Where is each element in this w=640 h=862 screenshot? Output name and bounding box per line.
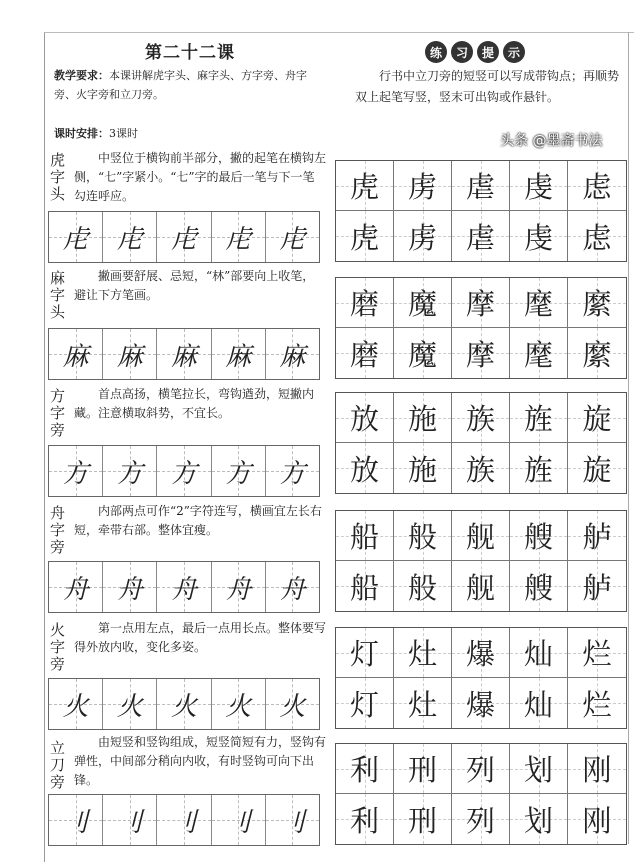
example-cell [394,628,452,678]
example-character: 磨 [349,287,379,321]
example-cell [336,393,394,443]
practice-character: 麻 [225,341,252,372]
practice-character: 麻 [171,341,198,372]
example-character: 艘 [523,570,553,605]
practice-cell [212,679,266,729]
example-character: 虑 [582,170,612,204]
practice-cell [157,679,211,729]
practice-box [48,445,320,497]
practice-cell [49,329,103,379]
example-cell [452,328,510,378]
example-cell [394,278,452,328]
example-character: 刑 [407,803,437,838]
example-character: 虐 [465,220,495,255]
example-cell [510,561,568,611]
section-description: 中竖位于横钩前半部分，撇的起笔在横钩左侧，“七”字紧小。“七”字的最后一笔与下一笔勾连呼应。 [74,151,327,203]
practice-cell [266,212,319,262]
example-cell [452,744,510,794]
example-cell [452,211,510,261]
example-character: 舰 [465,570,495,605]
example-character: 船 [349,520,379,554]
lesson-title: 第二十二课 [145,43,235,63]
example-character: 放 [349,452,379,487]
example-character: 虎 [349,170,379,204]
practice-cell [49,795,103,845]
practice-cell [103,795,157,845]
practice-character: 刂 [279,807,306,838]
example-cell [510,511,568,561]
example-character: 虏 [407,170,437,204]
practice-cell [49,679,103,729]
example-cell [452,794,510,844]
example-character: 刚 [582,803,612,838]
example-character: 灿 [523,687,553,722]
example-cell [336,278,394,328]
practice-cell [103,329,157,379]
example-cell [336,628,394,678]
practice-cell [266,329,319,379]
example-character: 般 [407,570,437,605]
example-cell [510,278,568,328]
example-cell [452,393,510,443]
example-cell [452,278,510,328]
example-cell [336,744,394,794]
example-character: 摩 [465,287,495,321]
example-character: 虔 [523,220,553,255]
example-character: 旌 [523,452,553,487]
example-character: 虐 [465,170,495,204]
example-character: 麾 [523,287,553,321]
practice-character: 火 [279,691,306,722]
example-cell [568,794,626,844]
example-grid [335,160,627,262]
example-character: 族 [465,402,495,436]
practice-cell [212,562,266,612]
example-character: 舻 [582,520,612,554]
example-character: 施 [407,452,437,487]
practice-cell [157,562,211,612]
example-character: 灯 [349,637,379,671]
example-character: 放 [349,402,379,436]
example-character: 旋 [582,402,612,436]
example-cell [568,328,626,378]
example-cell [510,794,568,844]
example-character: 麾 [523,337,553,372]
practice-character: 火 [116,691,143,722]
example-cell [568,211,626,261]
practice-character: 舟 [279,574,306,605]
example-cell [394,393,452,443]
example-cell [510,211,568,261]
practice-cell [266,446,319,496]
example-cell [452,628,510,678]
example-cell [510,678,568,728]
practice-box [48,794,320,846]
example-character: 利 [349,803,379,838]
example-character: 摩 [465,337,495,372]
example-cell [394,161,452,211]
practice-character: 方 [279,458,306,489]
right-border [628,32,629,844]
example-cell [336,561,394,611]
example-character: 灶 [407,687,437,722]
practice-box [48,328,320,380]
practice-character: 火 [225,691,252,722]
example-cell [336,678,394,728]
class-schedule: 课时安排：3课时 [54,127,138,140]
example-character: 縻 [582,287,612,321]
tip-badge: 习 [451,41,473,63]
practice-character: 麻 [62,341,89,372]
example-cell [568,744,626,794]
practice-cell [212,446,266,496]
example-character: 般 [407,520,437,554]
practice-character: 麻 [116,341,143,372]
example-cell [452,161,510,211]
example-character: 烂 [582,687,612,722]
example-cell [394,744,452,794]
practice-cell [49,446,103,496]
practice-character: 麻 [279,341,306,372]
example-character: 船 [349,570,379,605]
example-character: 刑 [407,753,437,787]
example-cell [452,443,510,493]
example-character: 划 [523,753,553,787]
practice-character: 火 [171,691,198,722]
practice-character: 方 [225,458,252,489]
example-cell [568,393,626,443]
practice-cell [212,212,266,262]
example-cell [510,393,568,443]
section-description: 撇画要舒展、忌短，“林”部要向上收笔，避让下方笔画。 [74,269,315,302]
section-description: 首点高扬，横笔拉长，弯钩遒劲，短撇内藏。注意横取斜势，不宜长。 [74,387,315,420]
practice-cell [212,795,266,845]
practice-cell [49,562,103,612]
example-cell [336,328,394,378]
example-grid [335,277,627,379]
practice-cell [103,212,157,262]
example-cell [568,278,626,328]
example-character: 舻 [582,570,612,605]
example-cell [568,443,626,493]
example-character: 爆 [465,687,495,722]
example-cell [452,511,510,561]
practice-box [48,561,320,613]
example-character: 魔 [407,337,437,372]
teaching-requirements: 教学要求：本课讲解虎字头、麻字头、方字旁、舟字旁、火字旁和立刀旁。 [54,69,307,101]
example-character: 舰 [465,520,495,554]
section-label: 舟字旁 [50,504,66,556]
practice-cell [266,679,319,729]
practice-character: 刂 [171,807,198,838]
practice-cell [266,562,319,612]
example-character: 磨 [349,337,379,372]
section-description: 第一点用左点，最后一点用长点。整体要写得外放内收，变化多姿。 [74,621,327,654]
practice-character: 刂 [225,807,252,838]
example-cell [510,443,568,493]
practice-character: 虍 [225,224,252,255]
practice-character: 刂 [116,807,143,838]
example-cell [510,628,568,678]
example-cell [336,443,394,493]
practice-cell [103,446,157,496]
practice-character: 方 [171,458,198,489]
example-cell [568,678,626,728]
practice-character: 舟 [116,574,143,605]
example-cell [568,161,626,211]
example-cell [394,211,452,261]
example-character: 灶 [407,637,437,671]
example-character: 烂 [582,637,612,671]
example-cell [452,678,510,728]
example-character: 刚 [582,753,612,787]
practice-character: 虍 [62,224,89,255]
example-cell [394,561,452,611]
example-cell [568,561,626,611]
watermark: 头条 @墨斋书法 [500,133,603,149]
practice-character: 方 [62,458,89,489]
practice-tips-heading [425,41,525,63]
section-description: 由短竖和竖钩组成，短竖简短有力，竖钩有弹性，中间部分稍向内收，有时竖钩可向下出锋。 [74,735,327,787]
example-grid [335,392,627,494]
section-description: 内部两点可作“2”字符连写，横画宜左长右短，牵带右部。整体宜瘦。 [74,504,322,537]
example-cell [336,161,394,211]
practice-character: 刂 [62,807,89,838]
example-cell [452,561,510,611]
practice-character: 舟 [62,574,89,605]
example-cell [510,744,568,794]
example-character: 艘 [523,520,553,554]
practice-character: 火 [62,691,89,722]
example-character: 灯 [349,687,379,722]
example-cell [510,161,568,211]
practice-cell [266,795,319,845]
practice-box [48,211,320,263]
example-cell [394,511,452,561]
example-cell [336,211,394,261]
practice-box [48,678,320,730]
practice-character: 虍 [279,224,306,255]
example-cell [568,628,626,678]
practice-cell [157,795,211,845]
example-cell [394,443,452,493]
example-cell [336,511,394,561]
example-grid [335,627,627,729]
example-character: 列 [465,753,495,787]
practice-cell [157,212,211,262]
example-cell [394,328,452,378]
example-grid [335,510,627,612]
example-cell [394,678,452,728]
practice-cell [49,212,103,262]
section-label: 立刀旁 [50,739,66,791]
example-character: 灿 [523,637,553,671]
example-grid [335,743,627,845]
practice-character: 虍 [116,224,143,255]
section-label: 麻字头 [50,269,66,321]
practice-cell [103,562,157,612]
example-character: 魔 [407,287,437,321]
section-label: 虎字头 [50,151,66,203]
example-character: 旋 [582,452,612,487]
example-character: 族 [465,452,495,487]
practice-tips-text: 行书中立刀旁的短竖可以写成带钩点；再顺势双上起笔写竖，竖末可出钩或作悬针。 [355,69,620,104]
tip-badge: 提 [477,41,499,63]
practice-cell [212,329,266,379]
section-label: 方字旁 [50,387,66,439]
example-character: 虎 [349,220,379,255]
practice-character: 虍 [171,224,198,255]
example-character: 虏 [407,220,437,255]
practice-cell [157,446,211,496]
section-label: 火字旁 [50,621,66,673]
example-character: 列 [465,803,495,838]
example-character: 利 [349,753,379,787]
example-character: 施 [407,402,437,436]
practice-character: 舟 [171,574,198,605]
practice-cell [103,679,157,729]
example-character: 虑 [582,220,612,255]
example-character: 縻 [582,337,612,372]
practice-character: 舟 [225,574,252,605]
example-cell [336,794,394,844]
example-character: 虔 [523,170,553,204]
example-character: 旌 [523,402,553,436]
tip-badge: 示 [503,41,525,63]
example-character: 爆 [465,637,495,671]
example-cell [568,511,626,561]
example-cell [510,328,568,378]
example-cell [394,794,452,844]
tip-badge: 练 [425,41,447,63]
practice-cell [157,329,211,379]
practice-character: 方 [116,458,143,489]
example-character: 划 [523,803,553,838]
